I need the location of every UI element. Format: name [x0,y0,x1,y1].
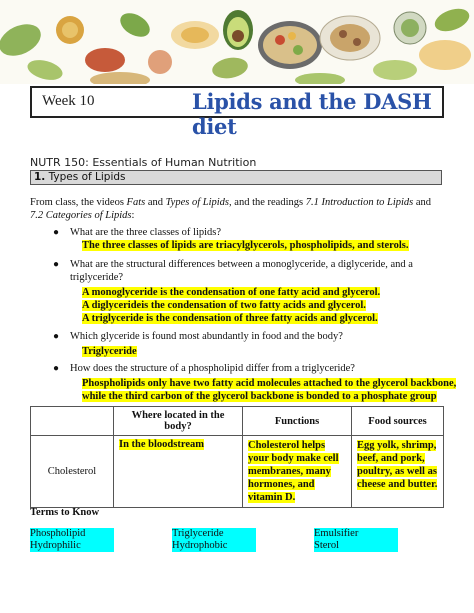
intro-reading-7-2: 7.2 Categories of Lipids [30,210,132,221]
answer-text: Triglyceride [82,346,137,357]
section-title: Types of Lipids [48,171,126,183]
question-text: What are the three classes of lipids? [70,227,222,238]
answer-4-line-1 [82,377,456,390]
lipid-table [30,406,444,508]
term-hydrophobic: Hydrophobic [172,540,256,552]
answer-4-line-2 [82,390,437,403]
bullet-icon: ● [53,227,60,238]
cell-location [114,436,243,508]
question-4 [53,362,450,375]
bullet-icon: ● [53,363,60,374]
answer-text: Phospholipids only have two fatty acid molecules attached to the glycerol backbone, [82,378,457,389]
answer-text: The three classes of lipids are triacylglycerols, phospholipids, and sterols. [82,240,409,251]
page-title: Lipids and the DASH diet [192,89,432,139]
term-emulsifier: Emulsifier [314,528,398,540]
title-box [30,86,444,139]
question-2 [53,258,450,284]
functions-text: Cholesterol helps [248,440,326,451]
intro-video-types: Types of Lipids, [165,197,232,208]
intro-paragraph [30,196,444,222]
answer-3 [82,345,137,358]
cell-food-sources [352,436,444,508]
question-3 [53,330,450,343]
term-triglyceride: Triglyceride [172,528,256,540]
table-header-row [31,407,444,436]
section-number: 1. [34,171,46,183]
food-illustration-banner [0,0,474,84]
term-hydrophilic: Hydrophilic [30,540,114,552]
row-label-cholesterol: Cholesterol [31,436,114,508]
functions-text: membranes, many [248,466,331,477]
answer-text: A triglyceride is the condensation of three fatty acids and glycerol. [82,313,378,324]
intro-text: and [145,197,166,208]
course-name: NUTR 150: Essentials of Human Nutrition [30,156,257,169]
intro-text: : [131,210,135,221]
intro-text: From class, the videos [30,197,127,208]
table-header-food-sources: Food sources [352,407,444,436]
answer-2-line-3 [82,312,378,325]
question-text: triglyceride? [70,272,124,283]
question-1 [53,226,450,239]
table-header-functions: Functions [243,407,352,436]
answer-2-line-2 [82,299,366,312]
cell-functions [243,436,352,508]
answer-text: A monoglyceride is the condensation of one fatty acid and glycerol. [82,287,381,298]
answer-text: A diglycerideis the condensation of two fatty acids and glycerol. [82,300,366,311]
terms-heading: Terms to Know [30,507,100,518]
food-text: beef, and pork, [357,453,425,464]
table-header-location: Where located in the body? [114,407,243,436]
functions-text: vitamin D. [248,492,296,503]
food-text: Egg yolk, shrimp, [357,440,437,451]
term-phospholipid: Phospholipid [30,528,114,540]
functions-text: your body make cell [248,453,339,464]
location-text: In the bloodstream [119,439,204,450]
functions-text: hormones, and [248,479,315,490]
question-text: How does the structure of a phospholipid differ from a triglyceride? [70,363,355,374]
intro-text: and [413,197,432,208]
question-text: Which glyceride is found most abundantly in food and the body? [70,331,343,342]
answer-2-line-1 [82,286,380,299]
food-text: cheese and butter. [357,479,438,490]
answer-text: while the third carbon of the glycerol backbone is bonded to a phosphate group [82,391,437,402]
table-header-empty [31,407,114,436]
section-heading [30,170,442,185]
bullet-icon: ● [53,259,60,270]
bullet-icon: ● [53,331,60,342]
intro-video-fats: Fats [126,197,146,208]
table-row [31,436,444,508]
week-label: Week 10 [42,93,95,109]
question-text: What are the structural differences between a monoglyceride, a diglyceride, and a [70,259,413,270]
intro-reading-7-1: 7.1 Introduction to Lipids [305,197,414,208]
term-sterol: Sterol [314,540,398,552]
intro-text: and the readings [231,197,306,208]
answer-1 [82,239,409,252]
food-text: poultry, as well as [357,466,437,477]
